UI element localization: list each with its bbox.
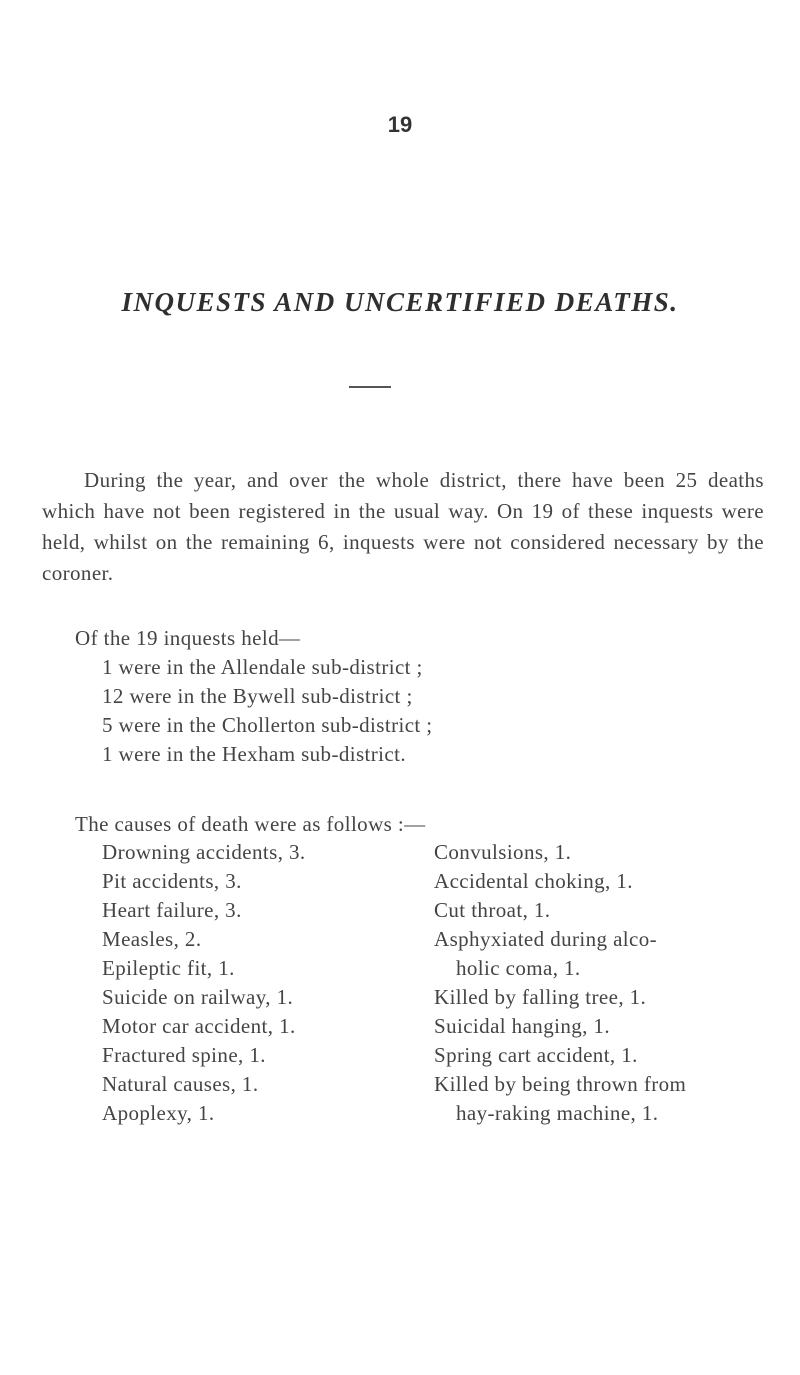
- cause-item: Epileptic fit, 1.: [102, 956, 235, 980]
- cause-item: Fractured spine, 1.: [102, 1043, 266, 1067]
- page-number: 19: [387, 112, 413, 137]
- cause-item-continuation: holic coma, 1.: [456, 956, 581, 980]
- causes-right-column: [434, 838, 774, 1128]
- cause-item: Convulsions, 1.: [434, 840, 572, 864]
- cause-item: Cut throat, 1.: [434, 898, 551, 922]
- cause-item: Motor car accident, 1.: [102, 1014, 296, 1038]
- cause-item: Heart failure, 3.: [102, 898, 242, 922]
- cause-item: Spring cart accident, 1.: [434, 1043, 638, 1067]
- cause-item: Natural causes, 1.: [102, 1072, 259, 1096]
- cause-item: Killed by being thrown from: [434, 1072, 687, 1096]
- cause-item: Suicide on railway, 1.: [102, 985, 294, 1009]
- causes-lead: The causes of death were as follows :—: [75, 812, 426, 836]
- cause-item: Measles, 2.: [102, 927, 202, 951]
- inquest-item: 12 were in the Bywell sub-district ;: [102, 684, 413, 708]
- inquest-item: 5 were in the Chollerton sub-district ;: [102, 713, 433, 737]
- cause-item: Pit accidents, 3.: [102, 869, 242, 893]
- inquests-held-section: [75, 624, 735, 769]
- title-divider: [349, 386, 391, 388]
- cause-item-continuation: hay-raking machine, 1.: [456, 1101, 659, 1125]
- cause-item: Suicidal hanging, 1.: [434, 1014, 610, 1038]
- cause-item: Killed by falling tree, 1.: [434, 985, 647, 1009]
- inquests-list: [75, 653, 735, 769]
- cause-item: Apoplexy, 1.: [102, 1101, 215, 1125]
- cause-item: Accidental choking, 1.: [434, 869, 633, 893]
- causes-left-column: [102, 838, 402, 1128]
- intro-text: During the year, and over the whole district, there have been 25 deaths which have not been registered in the usual way. On 19 of these inquests were held, whilst on the remaining 6, inquests were not considered necessary by the coroner.: [42, 468, 764, 585]
- inquest-item: 1 were in the Hexham sub-district.: [102, 742, 407, 766]
- cause-item: Drowning accidents, 3.: [102, 840, 306, 864]
- inquests-lead: Of the 19 inquests held—: [75, 626, 301, 650]
- cause-item: Asphyxiated during alco-: [434, 927, 658, 951]
- inquest-item: 1 were in the Allendale sub-district ;: [102, 655, 423, 679]
- intro-paragraph: [42, 465, 764, 589]
- page-title: INQUESTS AND UNCERTIFIED DEATHS.: [121, 287, 679, 317]
